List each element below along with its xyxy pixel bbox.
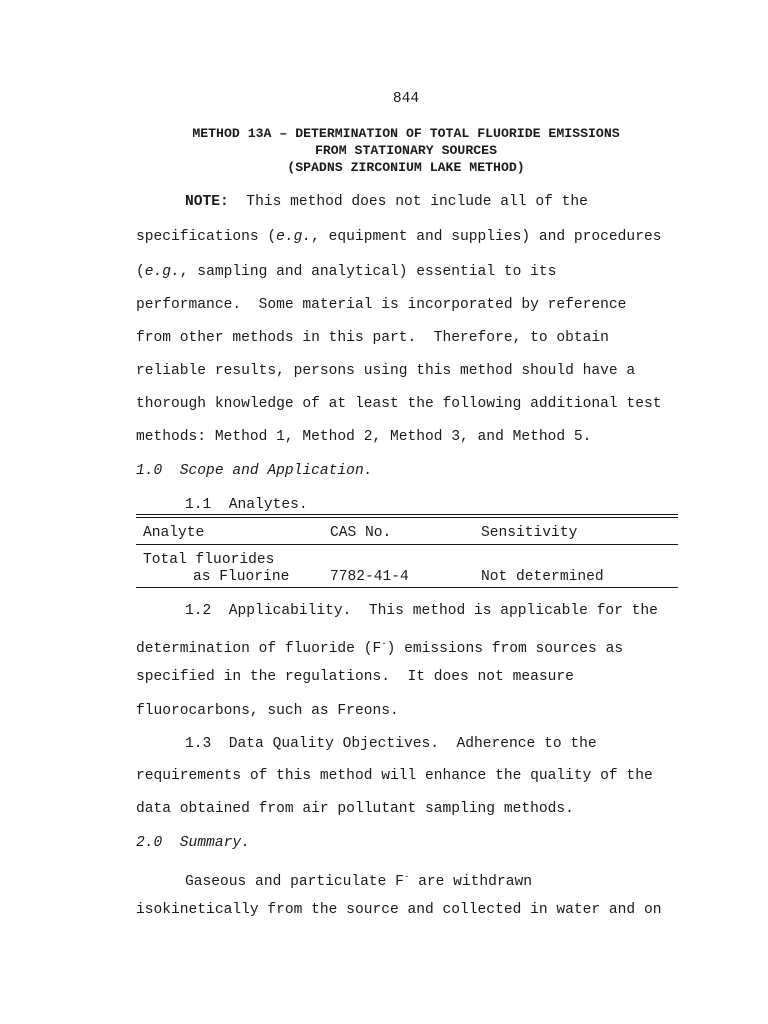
table-rule-top-2 [136, 517, 678, 518]
eg-abbrev: e.g. [276, 229, 312, 245]
p12-line-2 [136, 635, 623, 658]
table-cell-sensitivity: Not determined [481, 569, 604, 585]
note-text: , equipment and supplies) and procedures [311, 229, 662, 245]
table-rule-mid [136, 544, 678, 545]
p12-text: determination of fluoride (F [136, 640, 382, 657]
summary-line-1 [185, 868, 532, 891]
page-number: 844 [392, 91, 420, 107]
table-rule-bottom [136, 587, 678, 588]
section-2-heading: 2.0 Summary. [136, 835, 250, 851]
table-cell-analyte-2: as Fluorine [193, 569, 290, 585]
table-cell-cas: 7782-41-4 [330, 569, 409, 585]
note-text: , sampling and analytical) essential to its [179, 264, 557, 280]
p12-line-1: 1.2 Applicability. This method is applicable for the [185, 603, 658, 619]
note-line-8: methods: Method 1, Method 2, Method 3, and Method 5. [136, 429, 592, 445]
note-line-3 [136, 263, 556, 281]
note-line-5: from other methods in this part. Therefore, to obtain [136, 330, 609, 346]
note-text: This method does not include all of the [228, 194, 588, 210]
analytes-heading: 1.1 Analytes. [185, 497, 308, 513]
summary-text: are withdrawn [409, 873, 532, 890]
p12-line-3: specified in the regulations. It does not measure [136, 669, 574, 685]
p13-line-3: data obtained from air pollutant sampling methods. [136, 801, 574, 817]
title-line-1: METHOD 13A – DETERMINATION OF TOTAL FLUORIDE EMISSIONS [192, 126, 620, 141]
table-cell-analyte-1: Total fluorides [143, 552, 275, 568]
p12-line-4: fluorocarbons, such as Freons. [136, 703, 399, 719]
note-line-4: performance. Some material is incorporated by reference [136, 297, 627, 313]
note-text: specifications ( [136, 229, 277, 245]
superscript-minus: - [381, 639, 387, 649]
p13-line-2: requirements of this method will enhance the quality of the [136, 768, 653, 784]
p12-text: ) emissions from sources as [386, 640, 624, 657]
table-header-sensitivity: Sensitivity [481, 525, 578, 541]
summary-text: Gaseous and particulate F [185, 873, 404, 890]
note-line-1 [185, 193, 588, 211]
summary-line-2: isokinetically from the source and collected in water and on [136, 902, 662, 918]
title-line-2: FROM STATIONARY SOURCES [314, 143, 498, 158]
superscript-minus: - [403, 872, 410, 882]
p13-line-1: 1.3 Data Quality Objectives. Adherence to the [185, 736, 597, 752]
note-label: NOTE: [185, 194, 229, 210]
note-text: ( [136, 264, 145, 280]
table-header-cas: CAS No. [330, 525, 392, 541]
section-1-heading: 1.0 Scope and Application. [136, 463, 373, 479]
table-header-analyte: Analyte [143, 525, 205, 541]
note-line-2 [136, 228, 661, 246]
note-line-7: thorough knowledge of at least the following additional test [136, 396, 662, 412]
title-line-3: (SPADNS ZIRCONIUM LAKE METHOD) [287, 160, 525, 175]
note-line-6: reliable results, persons using this method should have a [136, 363, 636, 379]
table-rule-top [136, 514, 678, 515]
eg-abbrev: e.g. [144, 264, 180, 280]
